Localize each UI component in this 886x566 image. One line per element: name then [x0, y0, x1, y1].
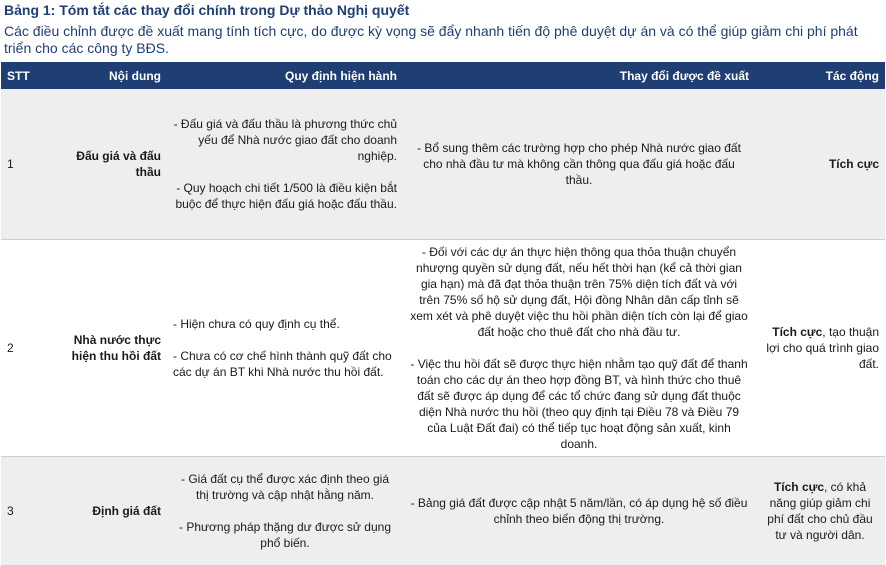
header-thay-doi: Thay đổi được đề xuất	[403, 62, 755, 89]
cell-quy-dinh	[167, 89, 403, 240]
table-row	[1, 457, 885, 566]
quy-dinh-item: - Đấu giá và đấu thầu là phương thức chủ yếu để Nhà nước giao đất cho doanh nghiệp.	[173, 117, 397, 163]
table-title: Bảng 1: Tóm tắt các thay đổi chính trong Dự thảo Nghị quyết	[4, 2, 410, 18]
quy-dinh-item: - Hiện chưa có quy định cụ thể.	[173, 317, 340, 331]
header-noi-dung: Nội dung	[47, 62, 167, 89]
cell-thay-doi	[403, 457, 755, 566]
table-subtitle: Các điều chỉnh được đề xuất mang tính tích cực, do được kỳ vọng sẽ đẩy nhanh tiến độ phê duyệt dự án và có thể giúp giảm chi phí phát triển cho các công ty BĐS.	[4, 23, 858, 56]
cell-noi-dung: Định giá đất	[47, 457, 167, 566]
tac-dong-label: Tích cực	[773, 480, 824, 494]
thay-doi-item: - Bổ sung thêm các trường hợp cho phép Nhà nước giao đất cho nhà đầu tư mà không cần thông qua đấu giá hoặc đấu thầu.	[417, 141, 741, 187]
cell-tac-dong	[755, 240, 885, 457]
thay-doi-item: - Việc thu hồi đất sẽ được thực hiện nhằm tạo quỹ đất để thanh toán cho các dự án theo hợp đồng BT, và hình thức cho thuê đất sẽ được áp dụng để các tổ chức đang sử dụng đất thuộc diện Nhà nước thu hồi (theo quy định tại Điều 78 và Điều 79 của Luật Đất đai) có thể tiếp tục hoạt động sản xuất, kinh doanh.	[410, 357, 748, 451]
header-tac-dong: Tác động	[755, 62, 885, 89]
tac-dong-label: Tích cực	[828, 157, 879, 171]
thay-doi-item: - Bảng giá đất được cập nhật 5 năm/lần, có áp dụng hệ số điều chỉnh theo biến động thị trường.	[410, 496, 748, 526]
thay-doi-item: - Đối với các dự án thực hiện thông qua thỏa thuận chuyển nhượng quyền sử dụng đất, nếu hết thời hạn (kể cả thời gian gia hạn) mà đã đạt thỏa thuận trên 75% diện tích đất và với trên 75% số hộ sử dụng đất, Hội đồng Nhân dân cấp tỉnh sẽ xem xét và phê duyệt việc thu hồi phần diện tích còn lại để giao đất hoặc cho thuê đất cho nhà đầu tư.	[410, 245, 748, 339]
quy-dinh-item: - Phương pháp thặng dư được sử dụng phổ biến.	[179, 520, 391, 550]
cell-thay-doi	[403, 240, 755, 457]
cell-thay-doi	[403, 89, 755, 240]
cell-quy-dinh	[167, 240, 403, 457]
tac-dong-text: , có khả năng giúp giảm chi phí đất cho chủ đầu tư và người dân.	[767, 480, 873, 542]
cell-stt: 2	[1, 240, 47, 457]
quy-dinh-item: - Giá đất cụ thể được xác định theo giá thị trường và cập nhật hằng năm.	[180, 472, 390, 502]
cell-stt: 1	[1, 89, 47, 240]
tac-dong-text: , tạo thuận lợi cho quá trình giao đất.	[766, 325, 879, 371]
table-row	[1, 240, 885, 457]
quy-dinh-item: - Chưa có cơ chế hình thành quỹ đất cho các dự án BT khi Nhà nước thu hồi đất.	[173, 349, 392, 379]
cell-quy-dinh	[167, 457, 403, 566]
tac-dong-label: Tích cực	[772, 325, 823, 339]
header-stt: STT	[1, 62, 47, 89]
table-row	[1, 89, 885, 240]
quy-dinh-item: - Quy hoạch chi tiết 1/500 là điều kiện bắt buộc để thực hiện đấu giá hoặc đấu thầu.	[175, 181, 397, 211]
cell-tac-dong	[755, 89, 885, 240]
table-header-row	[1, 62, 885, 89]
cell-tac-dong	[755, 457, 885, 566]
cell-noi-dung: Nhà nước thực hiện thu hồi đất	[47, 240, 167, 457]
cell-noi-dung: Đấu giá và đấu thầu	[47, 89, 167, 240]
cell-stt: 3	[1, 457, 47, 566]
header-quy-dinh: Quy định hiện hành	[167, 62, 403, 89]
summary-table	[1, 62, 885, 566]
